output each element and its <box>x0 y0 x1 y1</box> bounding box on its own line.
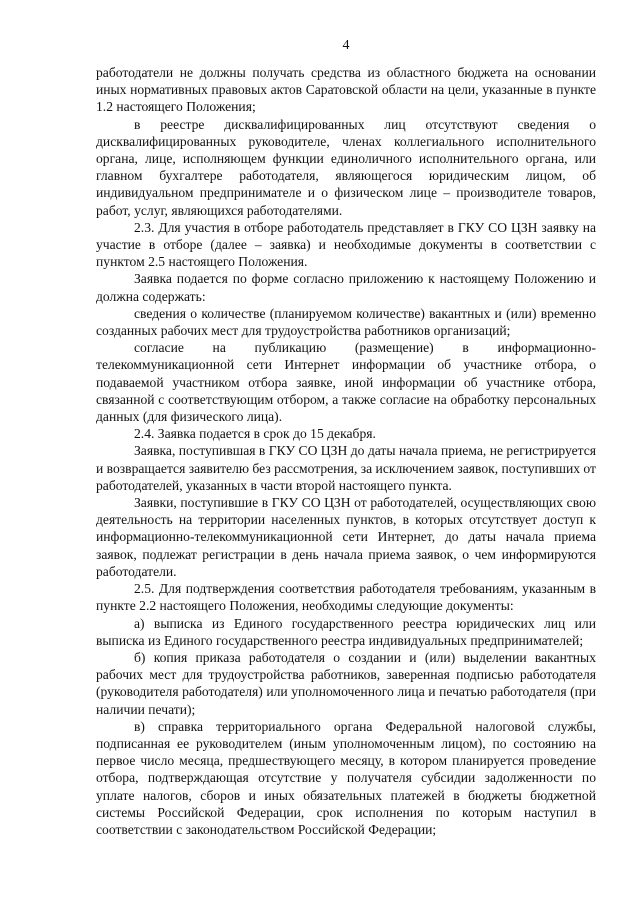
paragraph: работодатели не должны получать средства из областного бюджета на основании иных нормативных правовых актов Саратовской области на цели, указанные в пункте 1.2 настоящего Положения; <box>96 65 596 115</box>
paragraph: Заявка подается по форме согласно приложению к настоящему Положению и должна содержать: <box>96 271 596 304</box>
paragraph: в) справка территориального органа Федеральной налоговой службы, подписанная ее руководителем (иным уполномоченным лицом), по состоянию на первое число месяца, предшествующего месяцу, в котором планируется проведение отбора, подтверждающая отсутствие у получателя субсидии задолженности по уплате налогов, сборов и иных обязательных платежей в бюджеты бюджетной системы Российской Федерации, срок исполнения по которым наступил в соответствии с законодательством Российской Федерации; <box>96 718 596 837</box>
paragraph: сведения о количестве (планируемом количестве) вакантных и (или) временно созданных рабочих мест для трудоустройства работников организаций; <box>96 305 596 339</box>
paragraph: Заявка, поступившая в ГКУ СО ЦЗН до даты начала приема, не регистрируется и возвращается заявителю без рассмотрения, за исключением заявок, поступивших от работодателей, указанных в части второй настоящего пункта. <box>96 443 596 493</box>
paragraph: Заявки, поступившие в ГКУ СО ЦЗН от работодателей, осуществляющих свою деятельность на территории населенных пунктов, в которых отсутствует доступ к информационно-телекоммуникационной сети Интернет, до даты начала приема заявок, подлежат регистрации в день начала приема заявок, о чем информируются работодатели. <box>96 495 596 579</box>
paragraph: 2.3. Для участия в отборе работодатель представляет в ГКУ СО ЦЗН заявку на участие в отборе (далее – заявка) и необходимые документы в соответствии с пунктом 2.5 настоящего Положения. <box>96 219 596 270</box>
paragraph: 2.5. Для подтверждения соответствия работодателя требованиям, указанным в пункте 2.2 настоящего Положения, необходимы следующие документы: <box>96 581 596 614</box>
paragraph: 2.4. Заявка подается в срок до 15 декабря. <box>134 426 376 442</box>
document-body <box>96 64 596 838</box>
paragraph: б) копия приказа работодателя о создании и (или) выделении вакантных рабочих мест для трудоустройства работников, заверенная подписью работодателя (руководителя работодателя) или уполномоченного лица и печатью работодателя (при наличии печати); <box>96 649 596 717</box>
page-number: 4 <box>342 38 350 53</box>
paragraph: согласие на публикацию (размещение) в информационно-телекоммуникационной сети Интернет информации об участнике отбора, о подаваемой участником отбора заявке, иной информации об участнике отбора, связанной с соответствующим отбором, а также согласие на обработку персональных данных (для физического лица). <box>96 340 596 425</box>
paragraph: в реестре дисквалифицированных лиц отсутствуют сведения о дисквалифицированных руководителе, членах коллегиального исполнительного органа, лице, исполняющем функции единоличного исполнительного органа, или главном бухгалтере работодателя, являющегося юридическим лицом, об индивидуальном предпринимателе и о физическом лице – производителе товаров, работ, услуг, являющихся работодателями. <box>96 116 596 218</box>
paragraph: а) выписка из Единого государственного реестра юридических лиц или выписка из Единого государственного реестра индивидуальных предпринимателей; <box>96 615 596 648</box>
